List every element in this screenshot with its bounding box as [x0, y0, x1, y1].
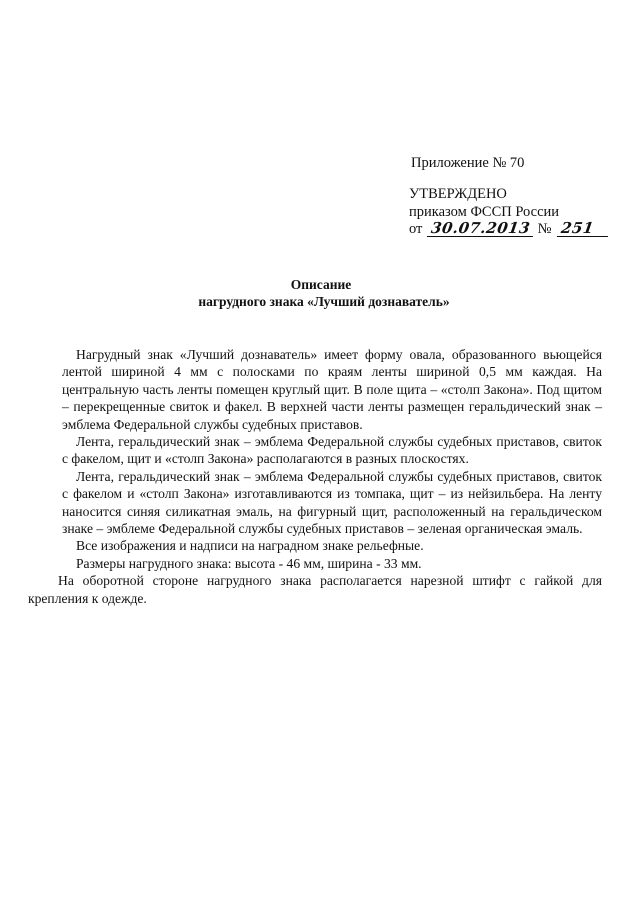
approval-block [409, 186, 609, 239]
handwritten-date: 30.07.2013 [427, 221, 535, 237]
paragraph-relief: Все изображения и надписи на наградном знаке рельефные. [76, 538, 424, 554]
document-title [0, 276, 640, 310]
paragraph-dimensions: Размеры нагрудного знака: высота - 46 мм, ширина - 33 мм. [76, 555, 422, 571]
paragraph-materials: Лента, геральдический знак – эмблема Федеральной службы судебных приставов, свиток с факелом и «столп Закона» изготавливаются из томпака, щит – из нейзильбера. На ленту наносится синяя силикатная эмаль, на фигурный щит, расположенный на геральдическом знаке – эмблеме Федеральной службы судебных приставов – зеленая органическая эмаль. [62, 468, 602, 537]
paragraph-reverse-side: На оборотной стороне нагрудного знака располагается нарезной штифт с гайкой для крепления к одежде. [28, 573, 602, 606]
number-prefix: № [537, 221, 552, 237]
document-body [28, 346, 602, 607]
title-line-1: Описание [290, 277, 352, 292]
appendix-text: Приложение № 70 [411, 155, 525, 171]
appendix-label [411, 154, 524, 172]
approval-stamp: УТВЕРЖДЕНО [409, 186, 507, 202]
date-prefix: от [409, 221, 423, 237]
paragraph-shape: Нагрудный знак «Лучший дознаватель» имеет форму овала, образованного вьющейся лентой шириной 4 мм с полосками по краям ленты шириной 0,5 мм каждая. На центральную часть ленты помещен круглый щит. В поле щита – «столп Закона». Под щитом – перекрещенные свиток и факел. В верхней части ленты размещен геральдический знак – эмблема Федеральной службы судебных приставов. [62, 347, 602, 432]
handwritten-number: 251 [557, 221, 610, 237]
approval-order: приказом ФССП России [409, 203, 560, 220]
paragraph-planes: Лента, геральдический знак – эмблема Федеральной службы судебных приставов, свиток с факелом, щит и «столп Закона» располагаются в разных плоскостях. [62, 434, 602, 467]
approval-date-line [409, 221, 609, 239]
title-line-2: нагрудного знака «Лучший дознаватель» [198, 294, 450, 309]
